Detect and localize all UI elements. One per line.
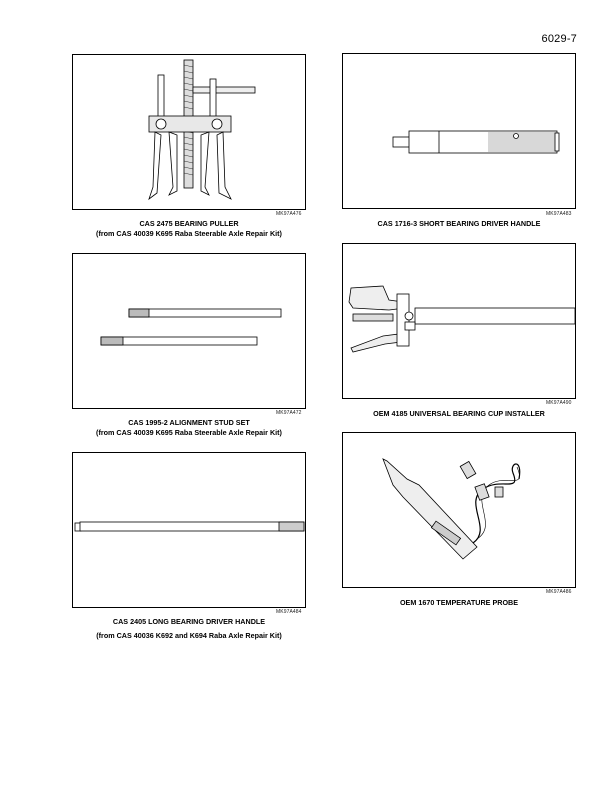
figure-frame-alignment-stud-set — [72, 253, 306, 409]
figure-id: MK97A490 — [546, 400, 572, 406]
caption-subtitle: (from CAS 40036 K692 and K694 Raba Axle Repair Kit) — [96, 631, 282, 640]
bearing-cup-installer-illustration — [343, 244, 576, 399]
figure-caption-long-driver-handle — [72, 617, 306, 641]
figure-caption-bearing-cup-installer — [342, 409, 576, 419]
alignment-stud-set-illustration — [73, 254, 306, 409]
figure-caption-bearing-puller — [72, 219, 306, 239]
figure-caption-temperature-probe — [342, 598, 576, 608]
figure-id: MK97A472 — [276, 410, 302, 416]
temperature-probe-illustration — [343, 433, 576, 588]
figure-caption-alignment-stud-set — [72, 418, 306, 438]
figure-frame-bearing-puller — [72, 54, 306, 210]
short-driver-handle-illustration — [343, 54, 576, 209]
caption-title: CAS 1716-3 SHORT BEARING DRIVER HANDLE — [377, 219, 541, 228]
caption-title: OEM 4185 UNIVERSAL BEARING CUP INSTALLER — [373, 409, 545, 418]
caption-title: CAS 2405 LONG BEARING DRIVER HANDLE — [112, 617, 266, 626]
caption-title: OEM 1670 TEMPERATURE PROBE — [399, 598, 519, 607]
figure-id: MK97A486 — [546, 589, 572, 595]
figure-id: MK97A483 — [546, 211, 572, 217]
figure-caption-short-driver-handle — [342, 219, 576, 229]
figure-frame-long-driver-handle — [72, 452, 306, 608]
figure-id: MK97A476 — [276, 211, 302, 217]
caption-subtitle: (from CAS 40039 K695 Raba Steerable Axle Repair Kit) — [96, 428, 282, 437]
figure-frame-short-driver-handle — [342, 53, 576, 209]
figure-frame-bearing-cup-installer — [342, 243, 576, 399]
figure-frame-temperature-probe — [342, 432, 576, 588]
caption-subtitle: (from CAS 40039 K695 Raba Steerable Axle Repair Kit) — [96, 229, 282, 238]
caption-title: CAS 1995-2 ALIGNMENT STUD SET — [128, 418, 250, 427]
bearing-puller-illustration — [73, 55, 306, 210]
caption-title: CAS 2475 BEARING PULLER — [139, 219, 239, 228]
long-driver-handle-illustration — [73, 453, 306, 608]
figure-id: MK97A484 — [276, 609, 302, 615]
page-number: 6029-7 — [541, 33, 577, 45]
